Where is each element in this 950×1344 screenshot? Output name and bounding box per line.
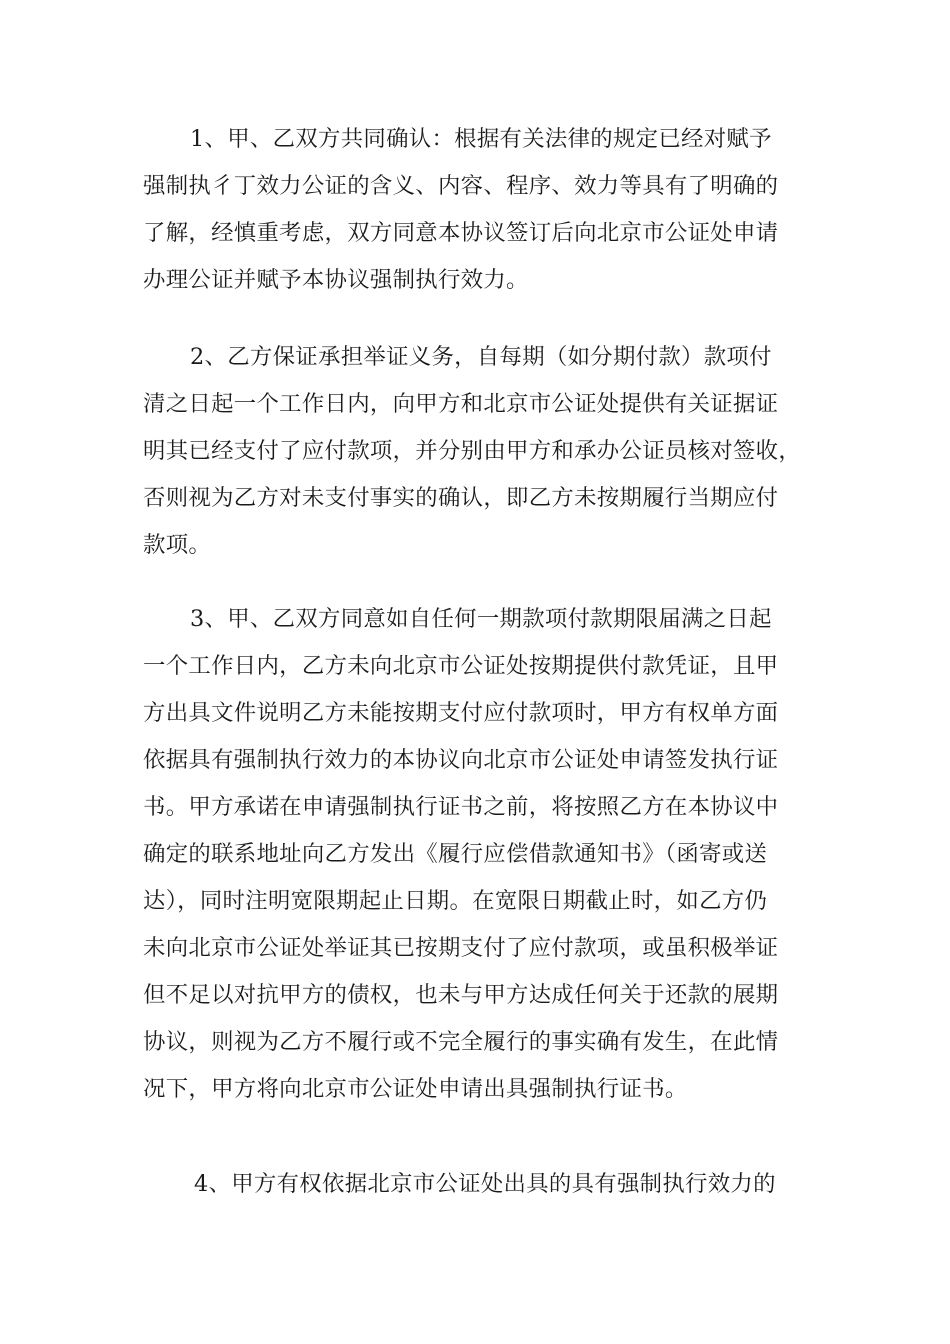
text-line: 强制执彳丁效力公证的含义、内容、程序、效力等具有了明确的 xyxy=(143,173,779,199)
text-line: 办理公证并赋予本协议强制执行效力。 xyxy=(143,267,529,293)
text-line: 况下，甲方将向北京市公证处申请出具强制执行证书。 xyxy=(143,1076,688,1102)
text-line: 了解，经慎重考虑，双方同意本协议签订后向北京市公证处申请 xyxy=(143,220,779,246)
text-line: 2、乙方保证承担举证义务，自每期（如分期付款）款项付 xyxy=(190,344,772,370)
text-line: 否则视为乙方对未支付事实的确认，即乙方未按期履行当期应付 xyxy=(143,485,779,511)
text-line: 确定的联系地址向乙方发出《履行应偿借款通知书》（函寄或送 xyxy=(143,841,768,867)
text-line: 3、甲、乙双方同意如自任何一期款项付款期限届满之日起 xyxy=(190,606,772,632)
text-line: 清之日起一个工作日内，向甲方和北京市公证处提供有关证据证 xyxy=(143,391,779,417)
text-line: 4、甲方有权依据北京市公证处出具的具有强制执行效力的 xyxy=(194,1171,776,1197)
text-line: 书。甲方承诺在申请强制执行证书之前，将按照乙方在本协议中 xyxy=(143,794,779,820)
text-line: 1、甲、乙双方共同确认：根据有关法律的规定已经对赋予 xyxy=(190,126,772,152)
text-line: 协议，则视为乙方不履行或不完全履行的事实确有发生，在此情 xyxy=(143,1029,779,1055)
text-line: 依据具有强制执行效力的本协议向北京市公证处申请签发执行证 xyxy=(143,747,779,773)
text-line: 但不足以对抗甲方的债权，也未与甲方达成任何关于还款的展期 xyxy=(143,982,779,1008)
text-line: 明其已经支付了应付款项，并分别由甲方和承办公证员核对签收， xyxy=(143,438,802,464)
text-line: 达），同时注明宽限期起止日期。在宽限日期截止时，如乙方仍 xyxy=(143,888,768,914)
text-line: 方出具文件说明乙方未能按期支付应付款项时，甲方有权单方面 xyxy=(143,700,779,726)
text-line: 未向北京市公证处举证其已按期支付了应付款项，或虽积极举证 xyxy=(143,935,779,961)
text-line: 款项。 xyxy=(143,532,212,558)
text-line: 一个工作日内，乙方未向北京市公证处按期提供付款凭证，且甲 xyxy=(143,653,779,679)
